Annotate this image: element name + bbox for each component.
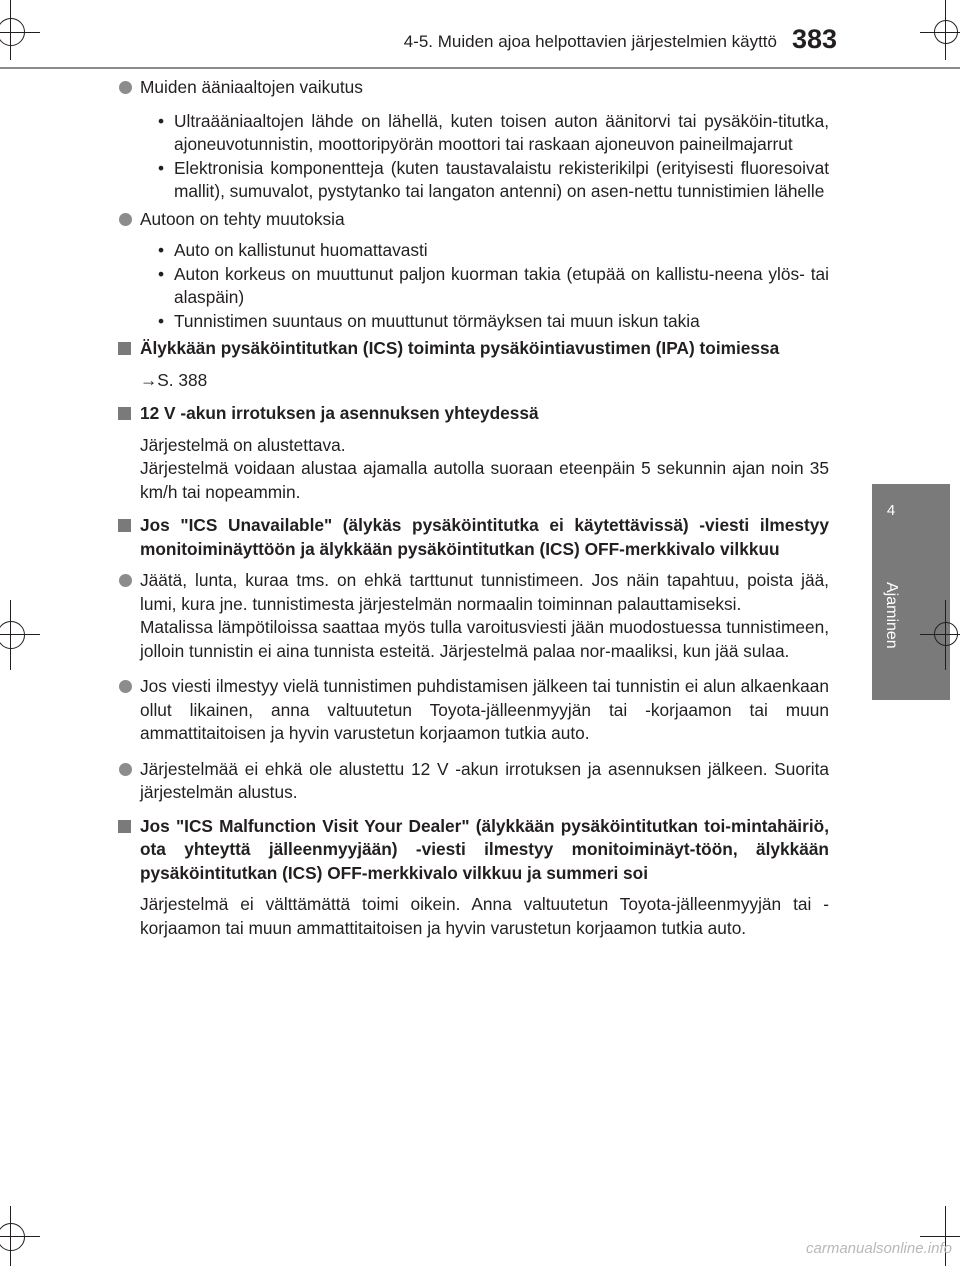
- section-heading: Älykkään pysäköintitutkan (ICS) toiminta pysäköintiavustimen (IPA) toimiessa: [118, 337, 829, 361]
- sub-bullet: • Auto on kallistunut huomattavasti: [158, 240, 428, 260]
- bullet-dot-icon: [119, 763, 132, 776]
- watermark: carmanualsonline.info: [806, 1240, 952, 1257]
- header-rule: [0, 67, 960, 69]
- chapter-tab: [872, 484, 950, 560]
- chapter-number: 4: [886, 502, 896, 519]
- square-marker-icon: [118, 820, 131, 833]
- paragraph: Järjestelmä ei välttämättä toimi oikein. Anna valtuutetun Toyota-jälleenmyyjän tai -korjaamon tai muun ammattitaitoisen ja hyvin varustetun korjaamon tutkia auto.: [140, 894, 829, 938]
- square-marker-icon: [118, 407, 131, 420]
- list-item: Jäätä, lunta, kuraa tms. on ehkä tarttunut tunnistimeen. Jos näin tapahtuu, poista jää, lumi, kura jne. tunnistimesta järjestelmän normaalin toiminnan palauttamiseksi. Matalissa lämpötiloissa saattaa myös tulla varoitusviesti jään muodostuessa tunnistimeen, jolloin tunnistin ei aina tunnista esteitä. Järjestelmä palaa nor-maaliksi, kun jää sulaa.: [118, 569, 829, 663]
- list-item: Järjestelmää ei ehkä ole alustettu 12 V -akun irrotuksen ja asennuksen jälkeen. Suorita järjestelmän alustus.: [118, 758, 829, 805]
- square-marker-icon: [118, 519, 131, 532]
- bullet-dot-icon: [119, 680, 132, 693]
- bullet-dot-icon: [119, 213, 132, 226]
- list-item: [118, 76, 829, 100]
- cross-reference: →S. 388: [140, 369, 208, 390]
- list-item: Jos viesti ilmestyy vielä tunnistimen puhdistamisen jälkeen tai tunnistin ei alun alkaenkaan ollut likainen, anna valtuutetun Toyota-jälleenmyyjän tai -korjaamon tai muun ammattitaitoisen ja hyvin varustetun korjaamon tutkia auto.: [118, 675, 829, 746]
- item-title: Muiden ääniaaltojen vaikutus: [140, 77, 363, 97]
- page-content: [118, 76, 829, 940]
- bullet-dot-icon: [119, 81, 132, 94]
- sub-bullet: • Elektronisia komponentteja (kuten taustavalaistu rekisterikilpi (erityisesti fluoresoivat mallit), sumuvalot, pystytanko tai langaton antenni) on asen-nettu tunnistimien lähelle: [158, 157, 829, 201]
- section-heading: 12 V -akun irrotuksen ja asennuksen yhteydessä: [118, 402, 829, 426]
- chapter-label: Ajaminen: [883, 581, 900, 649]
- sub-bullet: • Auton korkeus on muuttunut paljon kuorman takia (etupää on kallistu-neena ylös- tai alaspäin): [158, 263, 829, 307]
- section-heading: Jos "ICS Malfunction Visit Your Dealer" (älykkään pysäköintitutkan toi-mintahäiriö, ota yhteyttä jälleenmyyjään) -viesti ilmestyy monitoiminäyt-töön, älykkään pysäköintitutkan (ICS) OFF-merkkivalo vilkkuu ja summeri soi: [118, 815, 829, 886]
- running-header: 4-5. Muiden ajoa helpottavien järjestelmien käyttö: [403, 32, 777, 51]
- item-title: Autoon on tehty muutoksia: [140, 208, 345, 229]
- bullet-dot-icon: [119, 574, 132, 587]
- sub-bullet: • Tunnistimen suuntaus on muuttunut törmäyksen tai muun iskun takia: [158, 310, 700, 331]
- section-heading: Jos "ICS Unavailable" (älykäs pysäköintitutka ei käytettävissä) -viesti ilmestyy monitoiminäyttöön ja älykkään pysäköintitutkan (ICS) OFF-merkkivalo vilkkuu: [118, 514, 829, 561]
- paragraph: Järjestelmä voidaan alustaa ajamalla autolla suoraan eteenpäin 5 sekunnin ajan noin 35 km/h tai nopeammin.: [140, 458, 829, 502]
- sub-bullet: • Ultraääniaaltojen lähde on lähellä, kuten toisen auton äänitorvi tai pysäköin-titutka, ajoneuvotunnistin, moottoripyörän moottori tai raskaan ajoneuvon paineilmajarrut: [158, 110, 829, 154]
- page-number: 383: [792, 24, 838, 54]
- list-item: [118, 208, 829, 232]
- square-marker-icon: [118, 342, 131, 355]
- paragraph: Järjestelmä on alustettava.: [140, 434, 346, 455]
